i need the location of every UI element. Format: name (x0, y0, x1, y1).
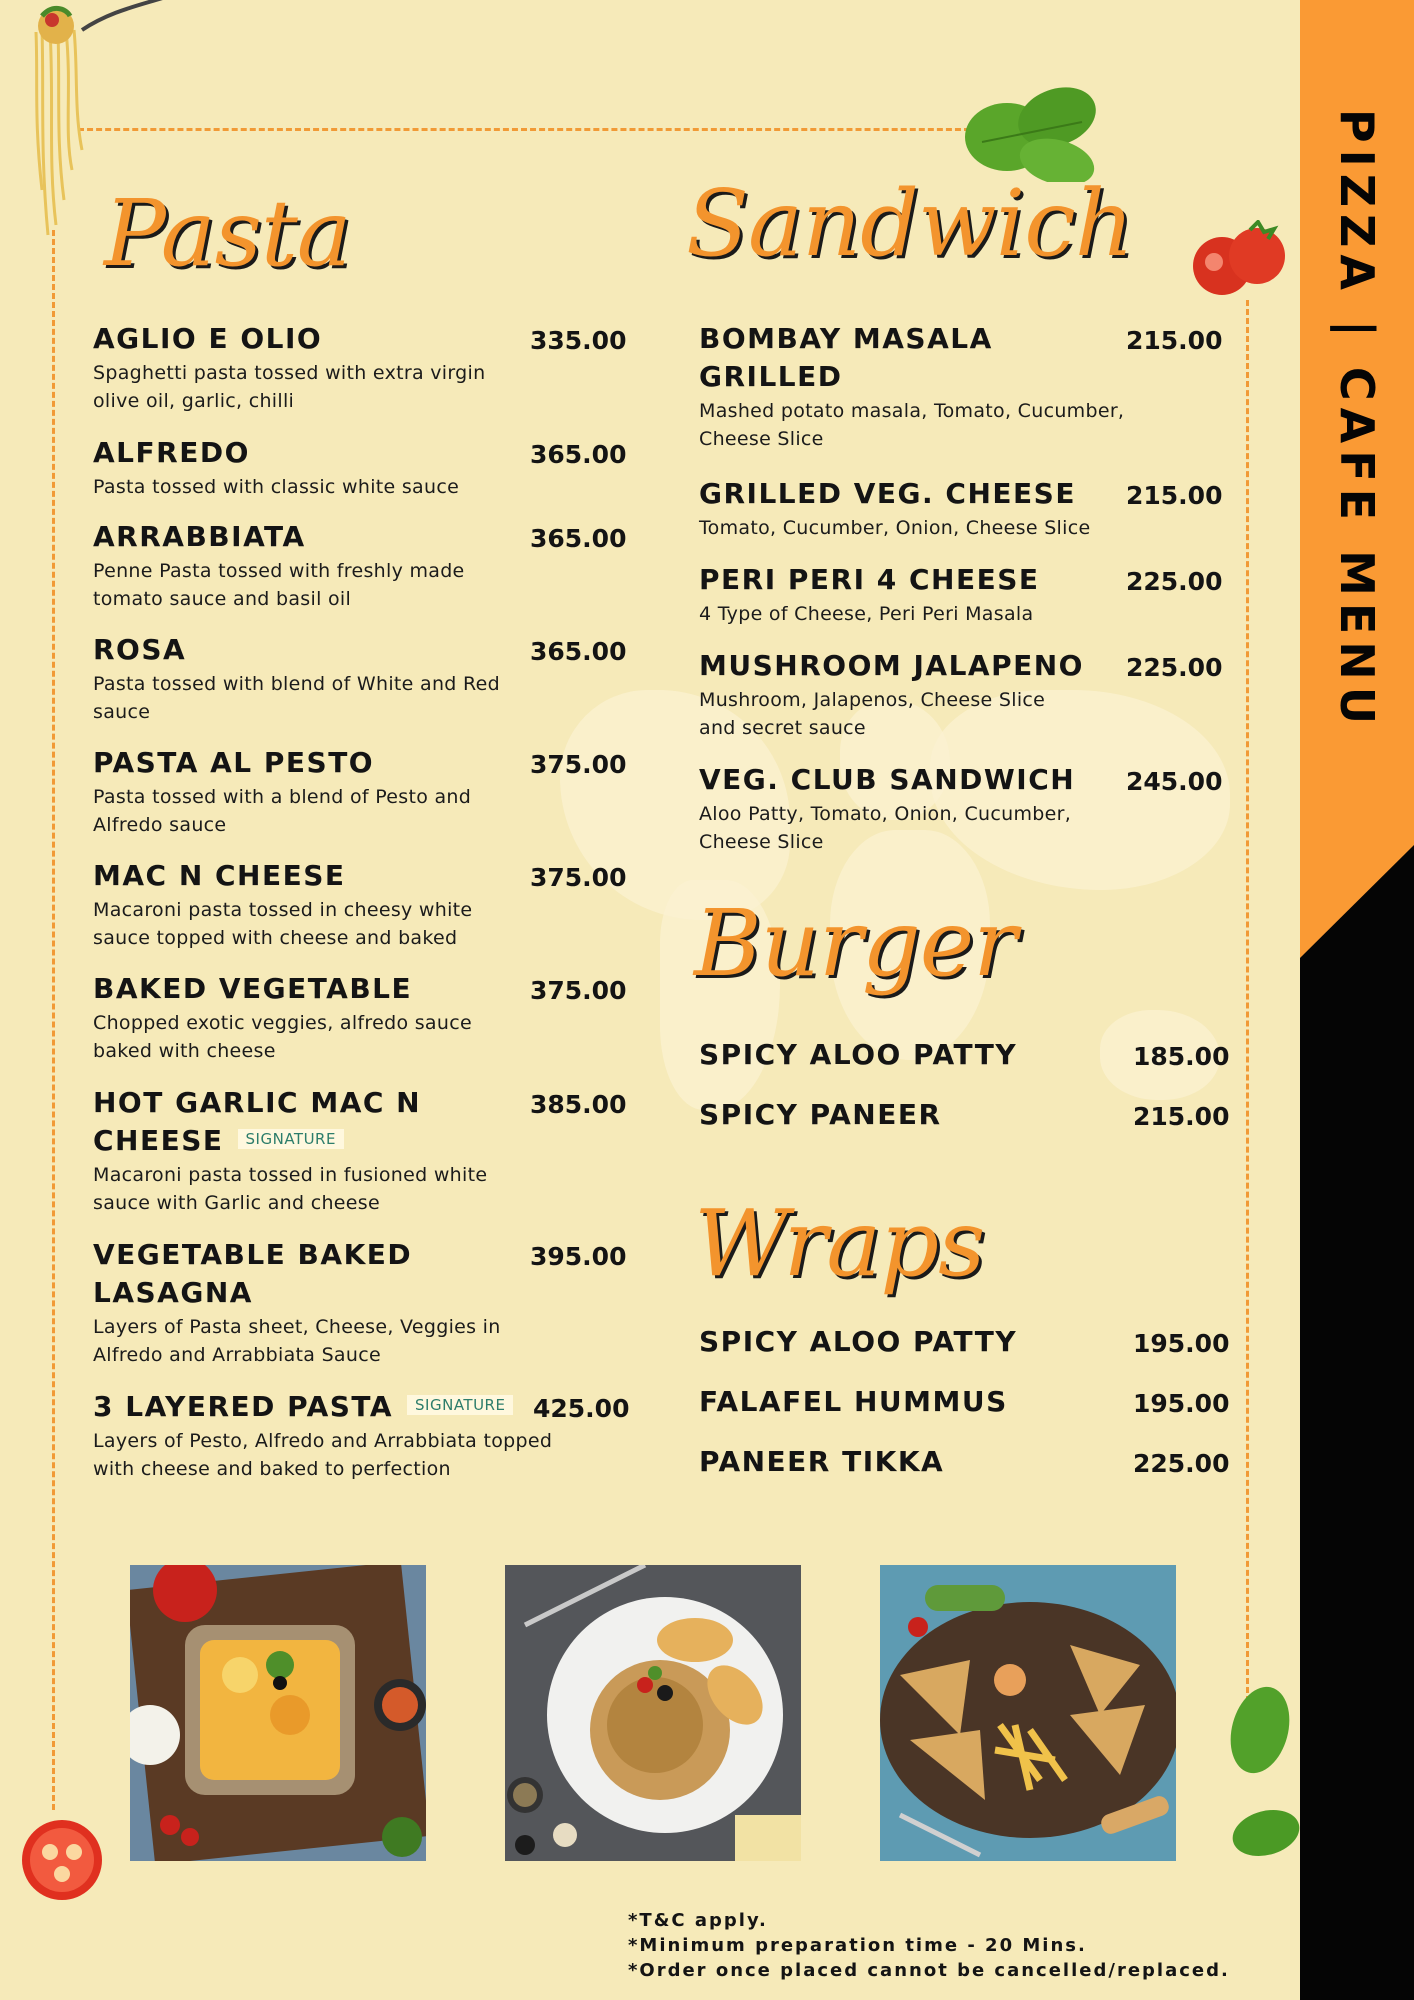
menu-item (699, 1036, 1017, 1074)
dashed-border-top (78, 128, 970, 131)
item-name: PASTA AL PESTO (93, 746, 375, 779)
section-title-wraps: Wraps (694, 1190, 985, 1297)
item-description: Macaroni pasta tossed in fusioned white sauce with Garlic and cheese (93, 1164, 488, 1214)
section-title-pasta: Pasta (104, 180, 351, 287)
footer-note: *Minimum preparation time - 20 Mins. (628, 1935, 1087, 1956)
menu-item (93, 631, 523, 726)
item-description: Layers of Pesto, Alfredo and Arrabbiata topped with cheese and baked to perfection (93, 1430, 553, 1480)
menu-item (93, 857, 523, 952)
item-price: 215.00 (1126, 326, 1223, 355)
menu-item (93, 518, 523, 613)
item-description: Chopped exotic veggies, alfredo sauce baked with cheese (93, 1012, 472, 1062)
item-name: PANEER TIKKA (699, 1445, 945, 1478)
menu-item (93, 320, 523, 415)
menu-item (699, 561, 1159, 628)
menu-item (699, 1323, 1017, 1361)
item-price: 395.00 (530, 1242, 627, 1271)
item-description: Macaroni pasta tossed in cheesy white sauce topped with cheese and baked (93, 899, 473, 949)
item-name: VEGETABLE BAKED LASAGNA (93, 1238, 413, 1309)
side-title: PIZZA | CAFE MENU (1330, 108, 1384, 732)
item-name: MUSHROOM JALAPENO (699, 649, 1084, 682)
item-description: Spaghetti pasta tossed with extra virgin olive oil, garlic, chilli (93, 362, 486, 412)
item-price: 425.00 (533, 1394, 630, 1423)
menu-item (699, 761, 1119, 856)
item-name: ARRABBIATA (93, 520, 306, 553)
item-description: Pasta tossed with a blend of Pesto and Alfredo sauce (93, 786, 472, 836)
menu-item (699, 1443, 944, 1481)
item-name: VEG. CLUB SANDWICH (699, 763, 1076, 796)
menu-item (93, 1084, 523, 1217)
signature-badge: SIGNATURE (238, 1129, 344, 1149)
item-price: 385.00 (530, 1090, 627, 1119)
item-price: 375.00 (530, 976, 627, 1005)
item-name: BAKED VEGETABLE (93, 972, 413, 1005)
item-name: 3 LAYERED PASTA (93, 1390, 394, 1423)
item-price: 215.00 (1133, 1102, 1230, 1131)
tomato-slice-icon (20, 1818, 104, 1902)
menu-item (699, 1096, 942, 1134)
item-name: SPICY ALOO PATTY (699, 1038, 1018, 1071)
menu-item (93, 1236, 523, 1369)
dashed-border-left (52, 230, 55, 1810)
club-sandwich-fries-photo (880, 1565, 1176, 1861)
menu-item (699, 475, 1159, 542)
menu-item (699, 647, 1119, 742)
item-name: GRILLED VEG. CHEESE (699, 477, 1076, 510)
item-description: Layers of Pasta sheet, Cheese, Veggies in Alfredo and Arrabbiata Sauce (93, 1316, 501, 1366)
menu-item (699, 320, 1159, 453)
footer-note: *T&C apply. (628, 1910, 768, 1931)
item-price: 375.00 (530, 750, 627, 779)
item-name-wrap (93, 1388, 573, 1426)
tomato-icon (1192, 220, 1290, 298)
item-name: SPICY ALOO PATTY (699, 1325, 1018, 1358)
item-price: 225.00 (1133, 1449, 1230, 1478)
item-price: 215.00 (1126, 481, 1223, 510)
item-price: 245.00 (1126, 767, 1223, 796)
item-description: Pasta tossed with classic white sauce (93, 476, 460, 498)
item-price: 335.00 (530, 326, 627, 355)
item-name: ALFREDO (93, 436, 250, 469)
baked-lasagna-photo (130, 1565, 426, 1861)
footer-note: *Order once placed cannot be cancelled/replaced. (628, 1960, 1230, 1981)
item-description: Mashed potato masala, Tomato, Cucumber, Cheese Slice (699, 400, 1125, 450)
item-name: SPICY PANEER (699, 1098, 942, 1131)
item-price: 185.00 (1133, 1042, 1230, 1071)
menu-item (93, 434, 523, 501)
item-description: Aloo Patty, Tomato, Onion, Cucumber, Cheese Slice (699, 803, 1072, 853)
item-name: FALAFEL HUMMUS (699, 1385, 1008, 1418)
item-name: AGLIO E OLIO (93, 322, 323, 355)
item-name: PERI PERI 4 CHEESE (699, 563, 1040, 596)
menu-item (93, 970, 523, 1065)
item-price: 365.00 (530, 524, 627, 553)
item-price: 195.00 (1133, 1389, 1230, 1418)
item-name: HOT GARLIC MAC N CHEESE (93, 1086, 422, 1157)
item-name-wrap (93, 1084, 423, 1160)
item-price: 195.00 (1133, 1329, 1230, 1358)
signature-badge: SIGNATURE (407, 1395, 513, 1415)
menu-item (93, 1388, 573, 1483)
spaghetti-garlic-bread-photo (505, 1565, 801, 1861)
item-price: 225.00 (1126, 653, 1223, 682)
item-description: 4 Type of Cheese, Peri Peri Masala (699, 603, 1034, 625)
item-description: Penne Pasta tossed with freshly made tomato sauce and basil oil (93, 560, 465, 610)
footer-notes (628, 1908, 1230, 1983)
section-title-burger: Burger (694, 890, 1017, 997)
item-name: MAC N CHEESE (93, 859, 346, 892)
item-price: 225.00 (1126, 567, 1223, 596)
item-price: 365.00 (530, 637, 627, 666)
item-description: Mushroom, Jalapenos, Cheese Slice and secret sauce (699, 689, 1046, 739)
item-price: 375.00 (530, 863, 627, 892)
section-title-sandwich: Sandwich (686, 170, 1133, 277)
menu-item (699, 1383, 1008, 1421)
basil-leaf-icon (962, 82, 1112, 182)
item-description: Tomato, Cucumber, Onion, Cheese Slice (699, 517, 1091, 539)
item-description: Pasta tossed with blend of White and Red sauce (93, 673, 500, 723)
menu-item (93, 744, 523, 839)
dashed-border-right (1246, 300, 1249, 1720)
item-name: BOMBAY MASALA GRILLED (699, 322, 993, 393)
spinach-leaf-icon (1218, 1685, 1308, 1865)
item-name: ROSA (93, 633, 187, 666)
item-price: 365.00 (530, 440, 627, 469)
